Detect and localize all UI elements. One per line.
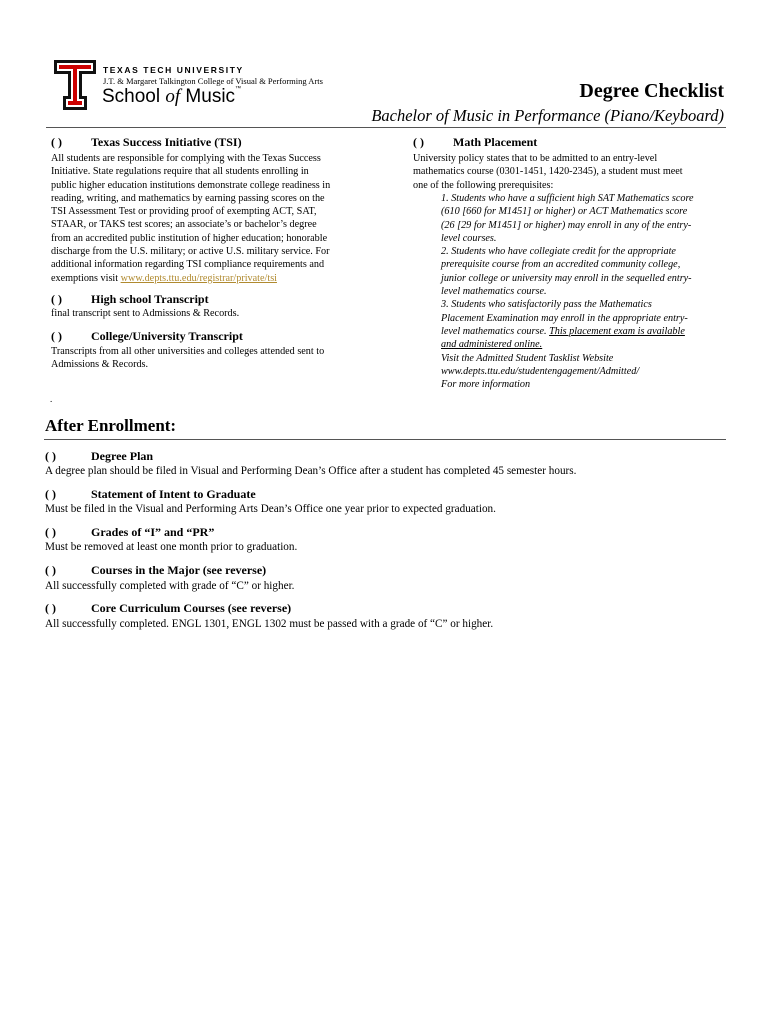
grades-text: Must be removed at least one month prior to graduation. (45, 541, 298, 553)
core-curriculum-heading: ( ) Core Curriculum Courses (see reverse) (45, 601, 292, 615)
degree-plan-heading: ( ) Degree Plan (45, 449, 154, 463)
school-name: School of Music™ (102, 86, 242, 107)
tsi-text: All students are responsible for complying with the Texas Success Initiative. State regulations require that all students enrolling in public higher education institutions demonstrate college readiness in reading, writing, and mathematics by earning passing scores on the TSI Assessment Test or providing proof of exempting ACT, SAT, STAAR, or TAKS test scores; an associate’s or bachelor’s degree from an accredited public institution of higher education; honorable discharge from the U.S. military; or active U.S. military service. For additional information regarding TSI compliance requirements and exemptions visit www.depts.ttu.edu/registrar/private/tsi (51, 153, 331, 284)
checkbox[interactable]: ( ) (51, 292, 62, 306)
college-name: J.T. & Margaret Talkington College of Visual & Performing Arts (103, 76, 323, 86)
checkbox[interactable]: ( ) (45, 449, 56, 463)
intent-to-graduate-text: Must be filed in the Visual and Performing Arts Dean’s Office one year prior to expected graduation. (45, 503, 496, 515)
core-curriculum-text: All successfully completed. ENGL 1301, ENGL 1302 must be passed with a grade of “C” or higher. (45, 618, 494, 630)
university-name: TEXAS TECH UNIVERSITY (103, 65, 244, 75)
page-title: Degree Checklist (579, 80, 724, 102)
checkbox[interactable]: ( ) (51, 329, 62, 343)
college-transcript-text: Transcripts from all other universities and colleges attended sent to Admissions & Records. (51, 346, 325, 371)
math-placement-heading: ( ) Math Placement (413, 135, 538, 149)
major-courses-text: All successfully completed with grade of “C” or higher. (45, 580, 295, 592)
stray-dot: . (50, 394, 53, 404)
college-transcript-heading: ( ) College/University Transcript (51, 329, 243, 343)
major-courses-heading: ( ) Courses in the Major (see reverse) (45, 563, 267, 577)
placement-exam-link-cont[interactable]: and administered online. (441, 339, 543, 351)
hs-transcript-heading: ( ) High school Transcript (51, 292, 209, 306)
tsi-link[interactable]: www.depts.ttu.edu/registrar/private/tsi (120, 272, 277, 284)
hs-transcript-text: final transcript sent to Admissions & Records. (51, 308, 240, 319)
checkbox[interactable]: ( ) (413, 135, 424, 149)
math-prerequisite-list: 1. Students who have a sufficient high SAT Mathematics score (610 [660 for M1451] or higher) or ACT Mathematics score (26 [29 for M1451] or higher) may enroll in any of the entry- level courses. 2. Students who have collegiate credit for the appropriate prerequisite course from an accredited community college, junior college or university may enroll in the sequelled entry- level mathematics course. 3. Students who satisfactorily pass the Mathematics Placement Examination may enroll in the appropriate entry- level mathematics course. This placement exam is available and administered online. Visit the Admitted Student Tasklist Website www.depts.ttu.edu/studentengagement/Admitted/ For more information (441, 192, 731, 391)
after-enrollment-title: After Enrollment: (45, 416, 177, 435)
page-subtitle: Bachelor of Music in Performance (Piano/Keyboard) (371, 106, 724, 125)
placement-exam-link[interactable]: This placement exam is available (549, 325, 685, 337)
divider (46, 127, 726, 128)
degree-plan-text: A degree plan should be filed in Visual and Performing Dean’s Office after a student has completed 45 semester hours. (45, 465, 577, 477)
intent-to-graduate-heading: ( ) Statement of Intent to Graduate (45, 487, 256, 501)
checkbox[interactable]: ( ) (45, 525, 56, 539)
checkbox[interactable]: ( ) (51, 135, 62, 149)
divider (44, 439, 726, 440)
tsi-heading: ( ) Texas Success Initiative (TSI) (51, 135, 242, 149)
checkbox[interactable]: ( ) (45, 563, 56, 577)
grades-heading: ( ) Grades of “I” and “PR” (45, 525, 215, 539)
math-intro: University policy states that to be admitted to an entry-level mathematics course (0301-1451, 1420-2345), a student must meet one of the following prerequisites: (413, 153, 683, 191)
checkbox[interactable]: ( ) (45, 487, 56, 501)
checkbox[interactable]: ( ) (45, 601, 56, 615)
double-t-logo-icon (54, 60, 96, 110)
